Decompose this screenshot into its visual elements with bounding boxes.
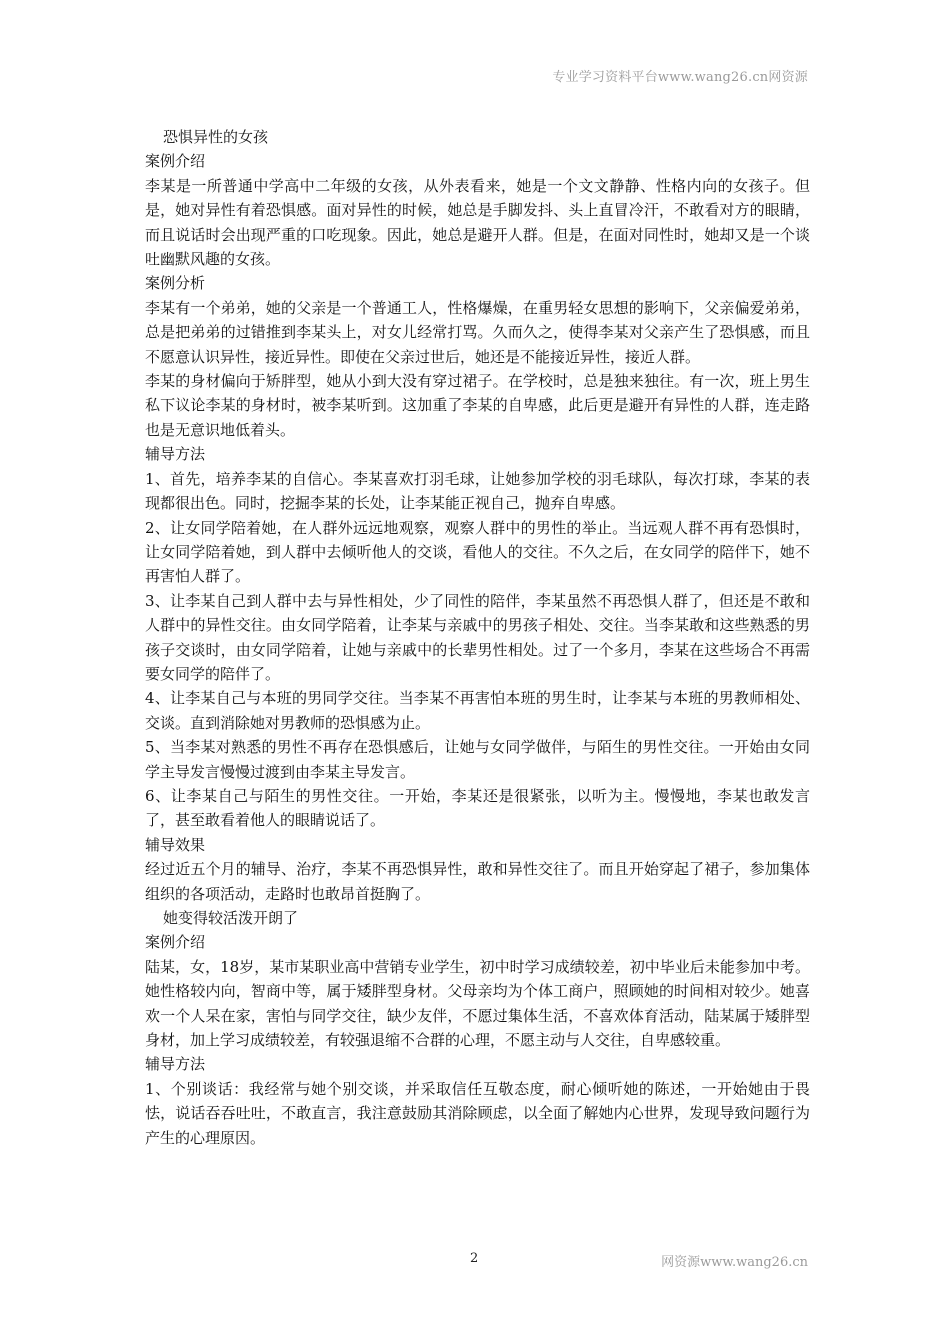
document-body <box>145 125 810 1150</box>
paragraph: 1、首先，培养李某的自信心。李某喜欢打羽毛球，让她参加学校的羽毛球队，每次打球，李某的表现都很出色。同时，挖掘李某的长处，让李某能正视自己，抛弃自卑感。 <box>145 469 810 513</box>
page-number: 2 <box>470 1251 479 1266</box>
paragraph: 4、让李某自己与本班的男同学交往。当李某不再害怕本班的男生时，让李某与本班的男教师相处、交谈。直到消除她对男教师的恐惧感为止。 <box>145 689 810 732</box>
paragraph: 1、个别谈话：我经常与她个别交谈，并采取信任互敬态度，耐心倾听她的陈述，一开始她由于畏怯，说话吞吞吐吐，不敢直言，我注意鼓励其消除顾虑，以全面了解她内心世界，发现导致问题行为产生的心理原因。 <box>145 1079 810 1147</box>
section-heading-counseling-effect: 辅导效果 <box>145 835 206 854</box>
section-heading-case-intro: 案例介绍 <box>145 152 206 171</box>
paragraph: 2、让女同学陪着她，在人群外远远地观察，观察人群中的男性的举止。当远观人群不再有恐惧时，让女同学陪着她，到人群中去倾听他人的交谈，看他人的交往。不久之后，在女同学的陪伴下，她不再害怕人群了。 <box>145 518 810 586</box>
paragraph: 李某的身材偏向于矫胖型，她从小到大没有穿过裙子。在学校时，总是独来独往。有一次，班上男生私下议论李某的身材时，被李某听到。这加重了李某的自卑感，此后更是避开有异性的人群，连走路也是无意识地低着头。 <box>145 372 810 439</box>
header-watermark: 专业学习资料平台www.wang26.cn网资源 <box>552 70 808 85</box>
footer-watermark: 网资源www.wang26.cn <box>661 1255 808 1270</box>
section-heading-counseling-method: 辅导方法 <box>145 445 206 464</box>
paragraph: 陆某，女，18岁，某市某职业高中营销专业学生，初中时学习成绩较差，初中毕业后未能参加中考。她性格较内向，智商中等，属于矮胖型身材。父母亲均为个体工商户，照顾她的时间相对较少。她喜欢一个人呆在家，害怕与同学交往，缺少友伴，不愿过集体生活，不喜欢体育活动，陆某属于矮胖型身材，加上学习成绩较差，有较强退缩不合群的心理，不愿主动与人交往，自卑感较重。 <box>145 957 810 1050</box>
paragraph: 李某有一个弟弟，她的父亲是一个普通工人，性格爆燥，在重男轻女思想的影响下，父亲偏爱弟弟，总是把弟弟的过错推到李某头上，对女儿经常打骂。久而久之，使得李某对父亲产生了恐惧感，而且不愿意认识异性，接近异性。即使在父亲过世后，她还是不能接近异性，接近人群。 <box>145 298 810 366</box>
paragraph: 6、让李某自己与陌生的男性交往。一开始，李某还是很紧张，以听为主。慢慢地，李某也敢发言了，甚至敢看着他人的眼睛说话了。 <box>145 786 810 830</box>
paragraph: 5、当李某对熟悉的男性不再存在恐惧感后，让她与女同学做伴，与陌生的男性交往。一开始由女同学主导发言慢慢过渡到由李某主导发言。 <box>145 738 810 781</box>
paragraph: 经过近五个月的辅导、治疗，李某不再恐惧异性，敢和异性交往了。而且开始穿起了裙子，参加集体组织的各项活动，走路时也敢昂首挺胸了。 <box>145 860 810 903</box>
section-heading-case-analysis: 案例分析 <box>145 274 206 293</box>
paragraph: 李某是一所普通中学高中二年级的女孩，从外表看来，她是一个文文静静、性格内向的女孩子。但是，她对异性有着恐惧感。面对异性的时候，她总是手脚发抖、头上直冒冷汗，不敢看对方的眼睛，而且说话时会出现严重的口吃现象。因此，她总是避开人群。但是，在面对同性时，她却又是一个谈吐幽默风趣的女孩。 <box>145 176 810 269</box>
section-heading-case-intro: 案例介绍 <box>145 933 206 952</box>
paragraph: 3、让李某自己到人群中去与异性相处，少了同性的陪伴，李某虽然不再恐惧人群了，但还是不敢和人群中的异性交往。由女同学陪着，让李某与亲戚中的男孩子相处、交往。当李某敢和这些熟悉的男孩子交谈时，由女同学陪着，让她与亲戚中的长辈男性相处。过了一个多月，李某在这些场合不再需要女同学的陪伴了。 <box>145 591 810 683</box>
section-heading-counseling-method: 辅导方法 <box>145 1055 206 1074</box>
case-title-1: 恐惧异性的女孩 <box>163 128 269 146</box>
case-title-2: 她变得较活泼开朗了 <box>163 909 299 927</box>
